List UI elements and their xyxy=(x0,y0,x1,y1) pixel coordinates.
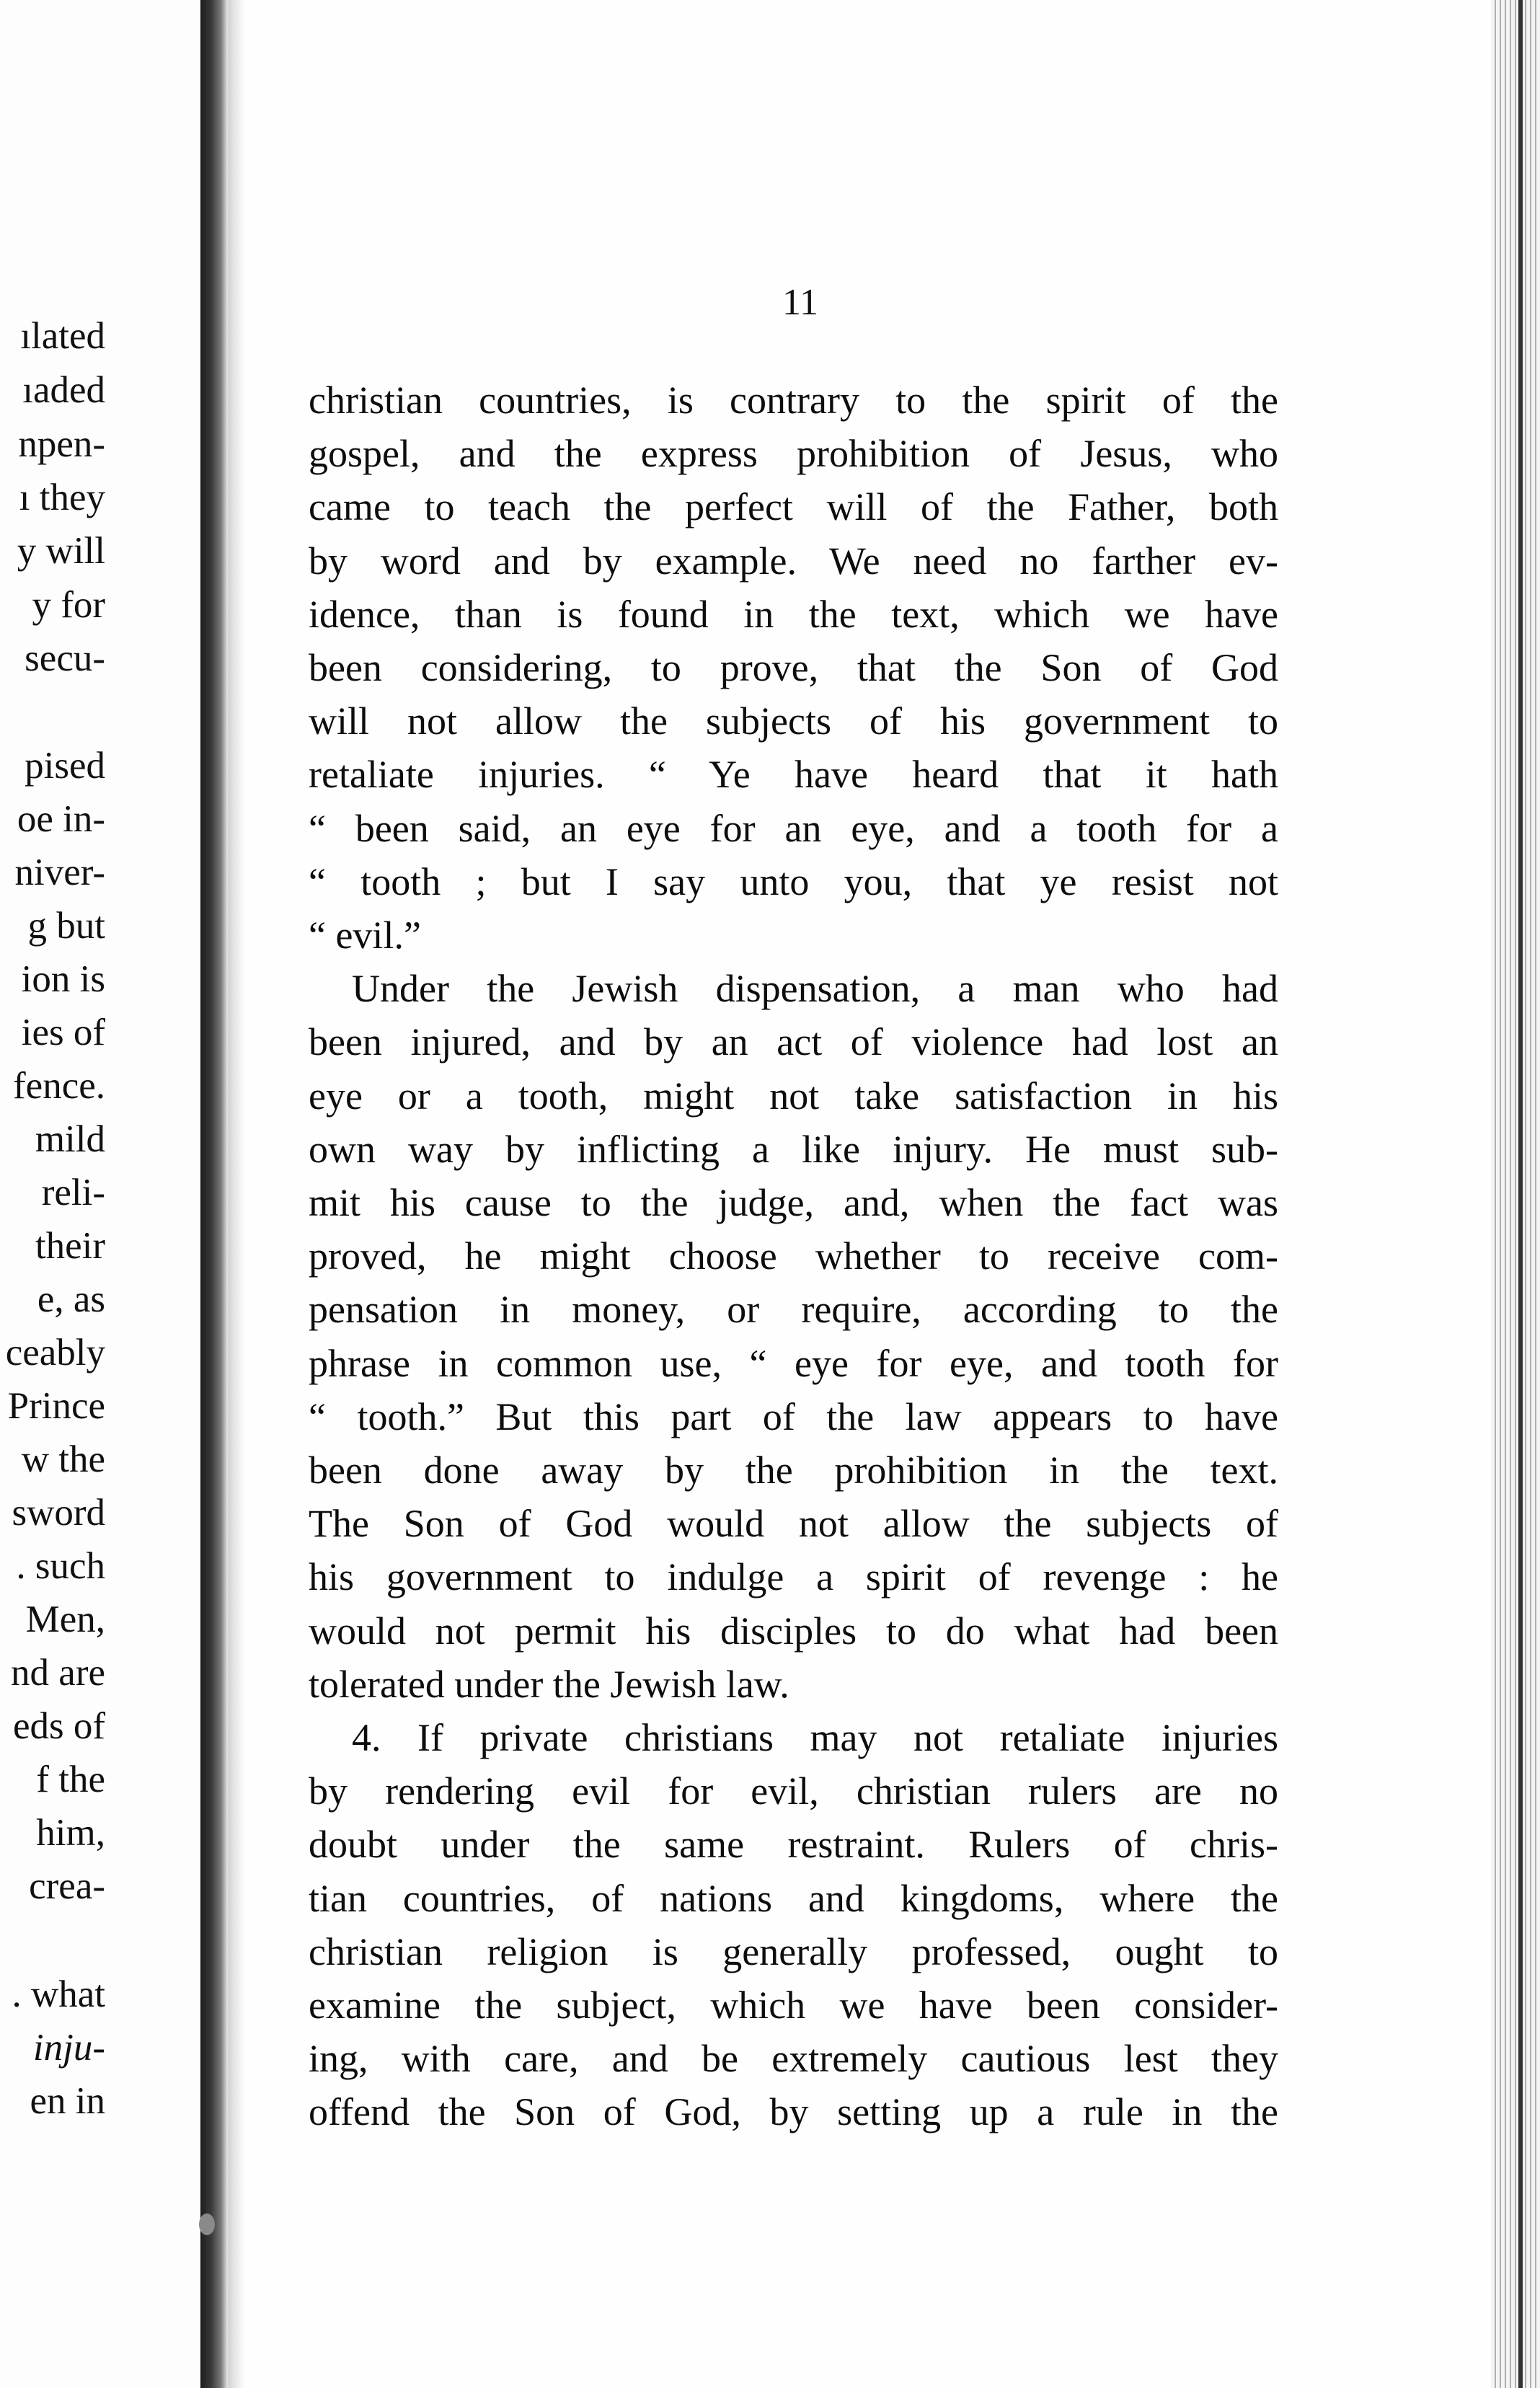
text-line: will not allow the subjects of his government to xyxy=(309,699,1278,743)
left-page-line: en in xyxy=(30,2080,105,2122)
text-line: offend the Son of God, by setting up a rule in the xyxy=(309,2090,1278,2134)
text-line: ing, with care, and be extremely cautious lest they xyxy=(309,2037,1278,2081)
left-facing-page xyxy=(0,0,202,2388)
left-page-line: oe in- xyxy=(17,798,105,840)
left-page-line: Prince xyxy=(7,1385,105,1427)
text-line: “ evil.” xyxy=(309,914,421,957)
left-page-line: Men, xyxy=(25,1598,105,1640)
left-page-line: w the xyxy=(21,1438,105,1480)
text-line: The Son of God would not allow the subjects of xyxy=(309,1502,1278,1546)
text-line: pensation in money, or require, according to the xyxy=(309,1288,1278,1332)
book-gutter xyxy=(200,0,228,2388)
left-page-line: sword xyxy=(12,1492,105,1534)
left-page-line: reli- xyxy=(41,1172,105,1213)
left-page-line: ceably xyxy=(5,1332,105,1374)
text-line: christian countries, is contrary to the spirit of the xyxy=(309,379,1278,422)
left-page-line: . such xyxy=(16,1545,105,1587)
text-line: christian religion is generally professed, ought to xyxy=(309,1929,1278,1973)
text-line: phrase in common use, “ eye for eye, and tooth for xyxy=(309,1341,1278,1385)
text-line: eye or a tooth, might not take satisfaction in his xyxy=(309,1074,1278,1118)
paper-blemish xyxy=(199,2214,215,2235)
left-page-line: e, as xyxy=(37,1278,105,1320)
text-line: been considering, to prove, that the Son of God xyxy=(309,646,1278,689)
left-page-line: fence. xyxy=(13,1065,105,1107)
left-page-line: . what xyxy=(12,1973,105,2015)
left-page-line: f the xyxy=(36,1759,105,1800)
left-page-line: ies of xyxy=(21,1012,105,1053)
text-line: tolerated under the Jewish law. xyxy=(309,1662,789,1706)
left-page-line: inju- xyxy=(32,2027,105,2069)
text-line: by word and by example. We need no farther ev- xyxy=(309,539,1278,583)
left-page-line: y for xyxy=(32,584,105,626)
text-line: “ tooth.” But this part of the law appears to have xyxy=(309,1394,1278,1438)
left-page-line: crea- xyxy=(29,1865,105,1907)
text-line: 4. If private christians may not retaliate injuries xyxy=(352,1716,1278,1759)
left-page-line: npen- xyxy=(18,423,105,465)
left-page-line: niver- xyxy=(14,852,105,893)
text-line: own way by inflicting a like injury. He must sub- xyxy=(309,1127,1278,1171)
left-page-line: pised xyxy=(25,745,105,787)
left-page-line: secu- xyxy=(25,637,105,679)
left-page-line: ıaded xyxy=(22,369,105,411)
text-line: his government to indulge a spirit of revenge : he xyxy=(309,1555,1278,1599)
text-line: mit his cause to the judge, and, when the fact was xyxy=(309,1181,1278,1224)
left-page-line: ılated xyxy=(20,315,105,357)
left-page-line: g but xyxy=(27,905,105,947)
left-page-line: y will xyxy=(17,530,105,572)
text-line: would not permit his disciples to do what had been xyxy=(309,1609,1278,1653)
left-page-line: him, xyxy=(36,1812,105,1854)
text-line: Under the Jewish dispensation, a man who had xyxy=(352,967,1278,1011)
text-line: “ been said, an eye for an eye, and a tooth for a xyxy=(309,806,1278,850)
left-page-line: nd are xyxy=(11,1652,105,1694)
text-line: doubt under the same restraint. Rulers of chris- xyxy=(309,1823,1278,1867)
page-number: 11 xyxy=(782,282,819,323)
text-line: gospel, and the express prohibition of Jesus, who xyxy=(309,432,1278,476)
text-line: retaliate injuries. “ Ye have heard that it hath xyxy=(309,753,1278,797)
text-line: tian countries, of nations and kingdoms, where the xyxy=(309,1876,1278,1920)
text-line: been injured, and by an act of violence had lost an xyxy=(309,1020,1278,1064)
left-page-line: mild xyxy=(35,1118,105,1160)
left-page-line: ion is xyxy=(21,958,105,1000)
page-edge-shadow xyxy=(1518,0,1523,2388)
left-page-line: their xyxy=(35,1225,105,1267)
text-line: examine the subject, which we have been consider- xyxy=(309,1984,1278,2027)
text-line: “ tooth ; but I say unto you, that ye resist not xyxy=(309,859,1278,903)
page-edge-stack xyxy=(1491,0,1540,2388)
text-line: idence, than is found in the text, which we have xyxy=(309,592,1278,636)
gutter-shadow xyxy=(228,0,245,2388)
left-page-line: eds of xyxy=(12,1705,105,1747)
left-page-line: ı they xyxy=(19,477,105,518)
text-line: by rendering evil for evil, christian rulers are no xyxy=(309,1769,1278,1813)
text-line: been done away by the prohibition in the text. xyxy=(309,1449,1278,1492)
text-line: came to teach the perfect will of the Father, both xyxy=(309,485,1278,529)
text-line: proved, he might choose whether to receive com- xyxy=(309,1234,1278,1278)
